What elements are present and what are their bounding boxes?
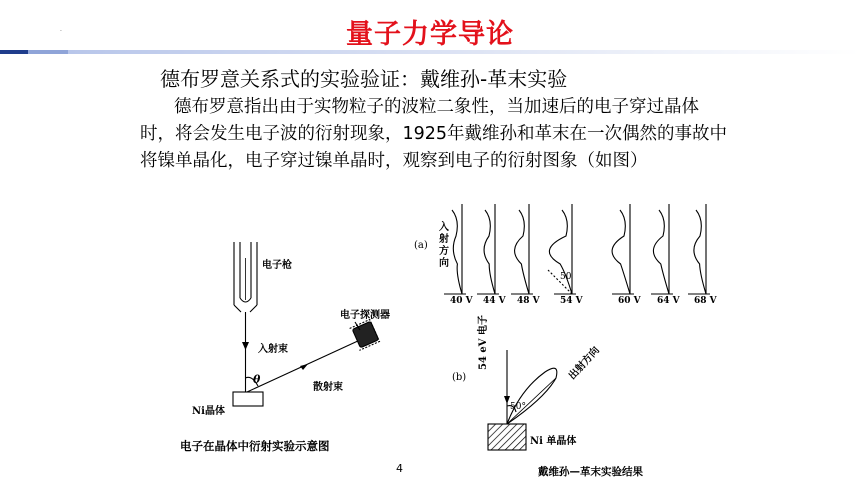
electron-gun-label: 电子枪	[262, 260, 292, 271]
angle-b-label: 50°	[510, 402, 526, 412]
voltage-label: 60 V	[618, 296, 641, 306]
panel-a-label: (a)	[414, 240, 428, 251]
paragraph-text: 德布罗意指出由于实物粒子的波粒二象性，当加速后的电子穿过晶体时，将会发生电子波的衍射现象，1925年戴维孙和革末在一次偶然的事故中将镍单晶化，电子穿过镍单晶时，观察到电子的衍射图象（如图）	[140, 97, 728, 171]
detector-label: 电子探测器	[340, 310, 390, 321]
page-number: 4	[396, 462, 403, 475]
left-figure-caption: 电子在晶体中衍射实验示意图	[180, 439, 330, 453]
panel-b-crystal	[488, 424, 526, 450]
voltage-label: 48 V	[517, 296, 540, 306]
voltage-label: 40 V	[450, 296, 473, 306]
ni-single-crystal-label: Ni 单晶体	[530, 436, 577, 447]
voltage-label: 64 V	[657, 296, 680, 306]
incident-beam-label: 入射束	[258, 344, 288, 355]
angle-a-label: 50	[560, 272, 572, 282]
outgoing-direction-label: 出射方向	[566, 344, 602, 383]
section-subtitle: 德布罗意关系式的实验验证：戴维孙-革末实验	[160, 67, 568, 91]
panel-b-lobe	[507, 368, 557, 424]
ni-crystal-label: Ni晶体	[192, 406, 225, 417]
theta-label: θ	[253, 373, 261, 386]
header-dot: .	[60, 26, 62, 33]
voltage-label: 54 V	[560, 296, 583, 306]
voltage-label: 68 V	[694, 296, 717, 306]
incident-direction-label: 入射方向	[439, 222, 449, 269]
page-title: 量子力学导论	[346, 19, 514, 50]
voltage-label: 44 V	[483, 296, 506, 306]
right-figure-caption: 戴维孙—革末实验结果	[538, 466, 643, 478]
electron-54-label: 54 eV 电子	[478, 315, 489, 370]
panel-b-label: (b)	[452, 372, 467, 383]
scattered-beam-label: 散射束	[313, 382, 343, 393]
